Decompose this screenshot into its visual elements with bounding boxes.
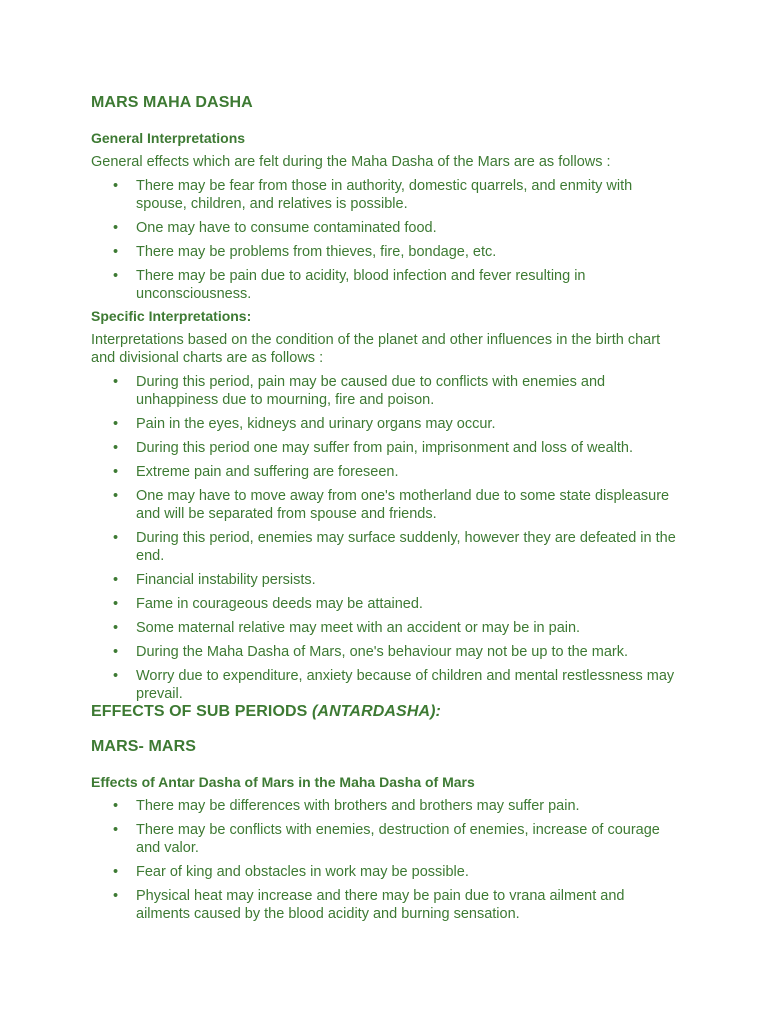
list-item-text: Extreme pain and suffering are foreseen. — [136, 464, 399, 480]
bullet-icon: • — [113, 596, 119, 612]
list-item — [0, 415, 681, 433]
bullet-icon: • — [113, 644, 119, 660]
bullet-icon: • — [113, 178, 119, 194]
bullet-icon: • — [113, 440, 119, 456]
sub-periods-heading — [91, 703, 441, 721]
mars-mars-heading: MARS- MARS — [91, 738, 196, 755]
bullet-icon: • — [113, 888, 119, 904]
list-item — [0, 529, 681, 565]
list-item — [0, 267, 681, 303]
sub-periods-heading-text: EFFECTS OF SUB PERIODS — [91, 703, 312, 720]
list-item-text: During this period one may suffer from pain, imprisonment and loss of wealth. — [136, 440, 634, 456]
bullet-icon: • — [113, 620, 119, 636]
list-item-text: One may have to consume contaminated food. — [136, 220, 437, 236]
bullet-icon: • — [113, 798, 119, 814]
general-intro-text: General effects which are felt during the Maha Dasha of the Mars are as follows : — [91, 154, 611, 170]
list-item-text: One may have to move away from one's motherland due to some state displeasure and will be separated from spouse and friends. — [136, 488, 670, 522]
bullet-icon: • — [113, 668, 119, 684]
list-item-text: Fame in courageous deeds may be attained. — [136, 596, 423, 612]
list-item-text: Worry due to expenditure, anxiety because of children and mental restlessness may prevail. — [136, 668, 675, 702]
list-item — [0, 887, 681, 923]
list-item — [0, 863, 681, 881]
list-item-text: Some maternal relative may meet with an accident or may be in pain. — [136, 620, 581, 636]
list-item — [0, 487, 681, 523]
bullet-icon: • — [113, 374, 119, 390]
general-effects-list — [0, 177, 768, 309]
list-item — [0, 219, 681, 237]
specific-effects-list — [0, 373, 768, 709]
specific-interpretations-heading: Specific Interpretations: — [91, 308, 252, 324]
list-item — [0, 439, 681, 457]
antar-dasha-effects-list — [0, 797, 768, 929]
list-item-text: During the Maha Dasha of Mars, one's behaviour may not be up to the mark. — [136, 644, 629, 660]
list-item — [0, 243, 681, 261]
list-item-text: There may be problems from thieves, fire, bondage, etc. — [136, 244, 497, 260]
list-item — [0, 821, 681, 857]
list-item-text: There may be conflicts with enemies, destruction of enemies, increase of courage and valor. — [136, 822, 660, 856]
specific-intro-text: Interpretations based on the condition of the planet and other influences in the birth chart and divisional charts are as follows : — [91, 332, 661, 366]
list-item-text: During this period, pain may be caused due to conflicts with enemies and unhappiness due to mourning, fire and poison. — [136, 374, 606, 408]
antar-dasha-subheading: Effects of Antar Dasha of Mars in the Maha Dasha of Mars — [91, 774, 475, 790]
page-title: MARS MAHA DASHA — [91, 94, 253, 111]
bullet-icon: • — [113, 530, 119, 546]
bullet-icon: • — [113, 864, 119, 880]
bullet-icon: • — [113, 416, 119, 432]
list-item-text: Pain in the eyes, kidneys and urinary organs may occur. — [136, 416, 496, 432]
list-item-text: There may be fear from those in authority, domestic quarrels, and enmity with spouse, children, and relatives is possible. — [136, 178, 633, 212]
list-item-text: Financial instability persists. — [136, 572, 316, 588]
list-item-text: Fear of king and obstacles in work may be possible. — [136, 864, 469, 880]
general-interpretations-heading: General Interpretations — [91, 130, 246, 146]
bullet-icon: • — [113, 572, 119, 588]
list-item — [0, 595, 681, 613]
bullet-icon: • — [113, 464, 119, 480]
bullet-icon: • — [113, 220, 119, 236]
sub-periods-heading-italic: (ANTARDASHA): — [312, 703, 441, 720]
list-item — [0, 667, 681, 703]
list-item — [0, 619, 681, 637]
list-item — [0, 797, 681, 815]
list-item — [0, 463, 681, 481]
bullet-icon: • — [113, 822, 119, 838]
bullet-icon: • — [113, 244, 119, 260]
list-item — [0, 571, 681, 589]
list-item — [0, 177, 681, 213]
bullet-icon: • — [113, 268, 119, 284]
list-item-text: Physical heat may increase and there may be pain due to vrana ailment and ailments caused by the blood acidity and burning sensation. — [136, 888, 625, 922]
list-item — [0, 643, 681, 661]
list-item-text: There may be pain due to acidity, blood infection and fever resulting in unconsciousness. — [136, 268, 586, 302]
list-item-text: There may be differences with brothers and brothers may suffer pain. — [136, 798, 580, 814]
list-item-text: During this period, enemies may surface suddenly, however they are defeated in the end. — [136, 530, 676, 564]
bullet-icon: • — [113, 488, 119, 504]
list-item — [0, 373, 681, 409]
